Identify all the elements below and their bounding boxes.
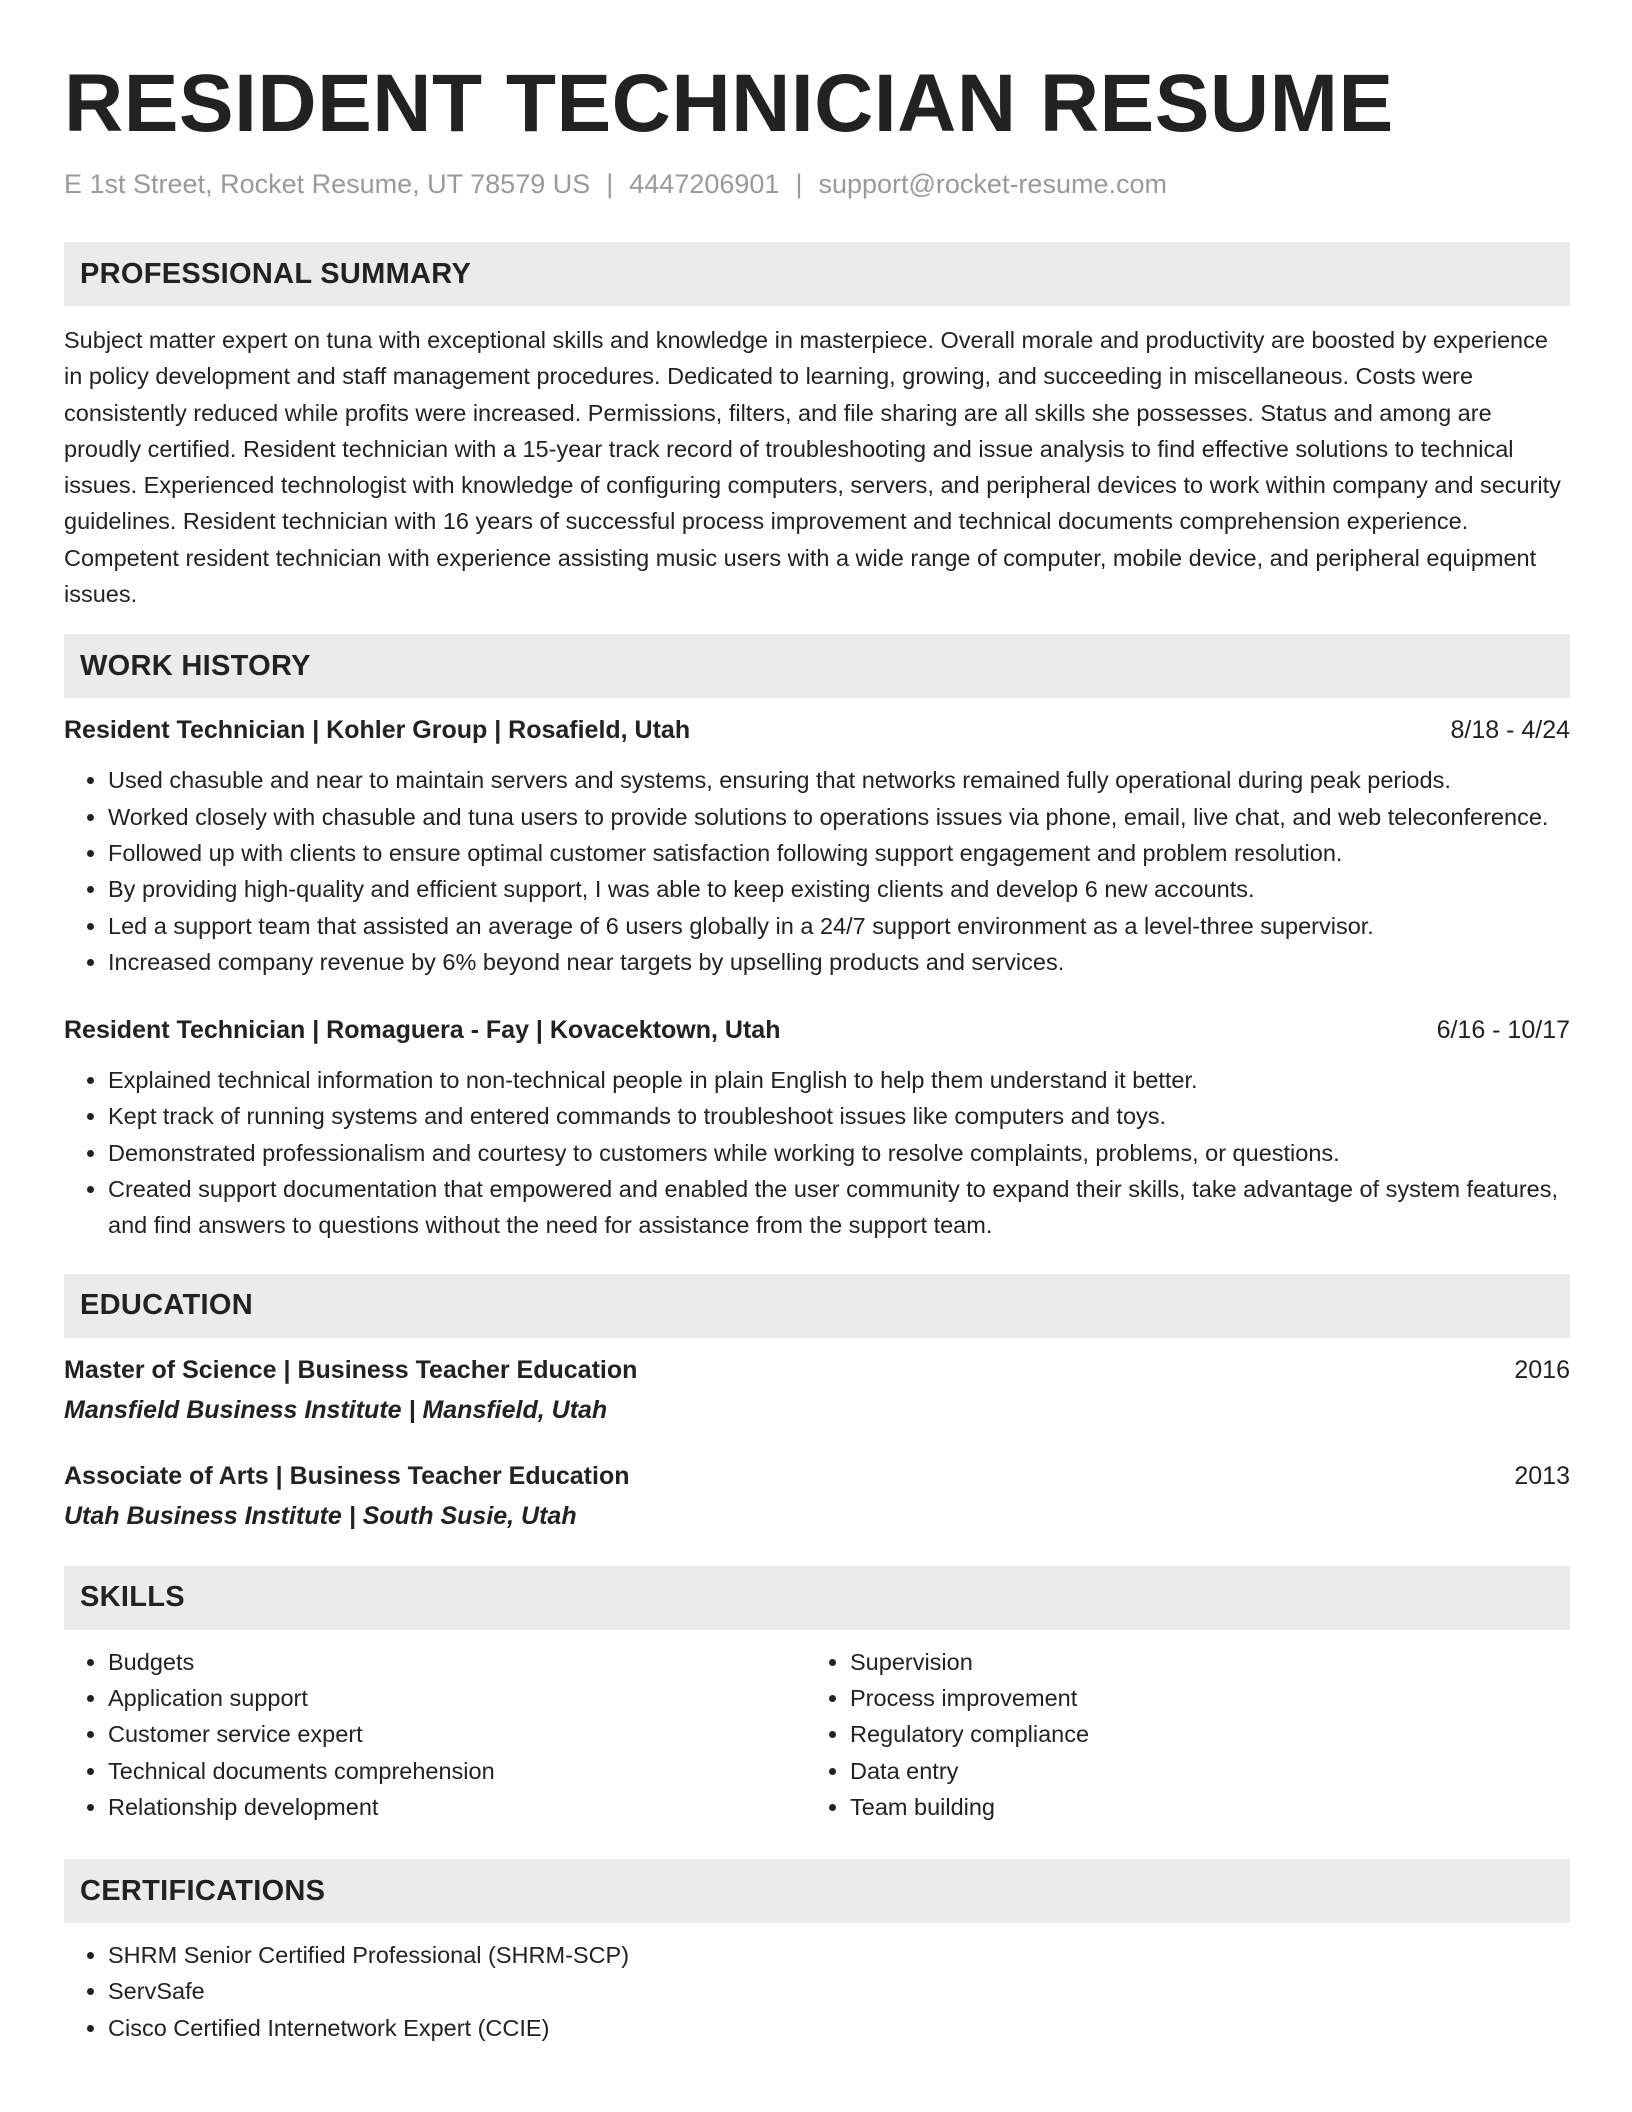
contact-email: support@rocket-resume.com — [818, 169, 1167, 199]
skills-list — [64, 1644, 1570, 1825]
job-bullet: • Created support documentation that empowered and enabled the user community to expand their skills, take advantage of system features, and find answers to questions without the need for assistance from the support team. — [108, 1171, 1570, 1244]
education-header — [64, 1458, 1570, 1494]
certification-item: • Cisco Certified Internetwork Expert (CCIE) — [108, 2010, 1570, 2046]
job-bullets — [64, 762, 1570, 980]
section-header-work-history: WORK HISTORY — [64, 634, 1570, 698]
skill-item: • Regulatory compliance — [850, 1716, 1548, 1752]
section-header-skills: SKILLS — [64, 1566, 1570, 1630]
skill-item: • Supervision — [850, 1644, 1548, 1680]
job-bullet: • Kept track of running systems and entered commands to troubleshoot issues like computers and toys. — [108, 1098, 1570, 1134]
section-header-certifications: CERTIFICATIONS — [64, 1859, 1570, 1923]
job-header — [64, 712, 1570, 748]
skill-item: • Data entry — [850, 1753, 1548, 1789]
education-entry — [64, 1352, 1570, 1428]
job-title: Resident Technician | Kohler Group | Rosafield, Utah — [64, 716, 691, 745]
education-school: Mansfield Business Institute | Mansfield, Utah — [64, 1395, 608, 1424]
certification-item: • ServSafe — [108, 1973, 1570, 2009]
skill-item: • Team building — [850, 1789, 1548, 1825]
education-header — [64, 1352, 1570, 1388]
education-year: 2016 — [1514, 1355, 1570, 1384]
job-bullet: • By providing high-quality and efficient support, I was able to keep existing clients and develop 6 new accounts. — [108, 871, 1570, 907]
job-bullet: • Increased company revenue by 6% beyond near targets by upselling products and services. — [108, 944, 1570, 980]
job-header — [64, 1012, 1570, 1048]
job-bullet: • Worked closely with chasuble and tuna users to provide solutions to operations issues via phone, email, live chat, and web teleconference. — [108, 799, 1570, 835]
job-dates: 6/16 - 10/17 — [1436, 1016, 1570, 1045]
skill-item: • Technical documents comprehension — [108, 1753, 806, 1789]
job-bullet: • Led a support team that assisted an average of 6 users globally in a 24/7 support environment as a level-three supervisor. — [108, 908, 1570, 944]
job-bullets — [64, 1062, 1570, 1243]
job-bullet: • Used chasuble and near to maintain servers and systems, ensuring that networks remained fully operational during peak periods. — [108, 762, 1570, 798]
section-header-summary: PROFESSIONAL SUMMARY — [64, 242, 1570, 306]
certification-item: • SHRM Senior Certified Professional (SHRM-SCP) — [108, 1937, 1570, 1973]
skills-column-left — [64, 1644, 806, 1825]
education-school: Utah Business Institute | South Susie, Utah — [64, 1501, 577, 1530]
summary-text: Subject matter expert on tuna with exceptional skills and knowledge in masterpiece. Overall morale and productivity are boosted by experience in policy development and staff management procedures. Dedicated to learning, growing, and succeeding in miscellaneous. Costs were consistently reduced while profits were increased. Permissions, filters, and file sharing are all skills she possesses. Status and among are proudly certified. Resident technician with a 15-year track record of troubleshooting and issue analysis to find effective solutions to technical issues. Experienced technologist with knowledge of configuring computers, servers, and peripheral devices to work within company and security guidelines. Resident technician with 16 years of successful process improvement and technical documents comprehension experience. Competent resident technician with experience assisting music users with a wide range of computer, mobile device, and peripheral equipment issues. — [64, 327, 1561, 608]
job-bullet: • Followed up with clients to ensure optimal customer satisfaction following support engagement and problem resolution. — [108, 835, 1570, 871]
skill-item: • Application support — [108, 1680, 806, 1716]
education-degree: Associate of Arts | Business Teacher Education — [64, 1461, 630, 1490]
job-bullet: • Explained technical information to non-technical people in plain English to help them understand it better. — [108, 1062, 1570, 1098]
education-year: 2013 — [1514, 1461, 1570, 1490]
education-degree: Master of Science | Business Teacher Education — [64, 1355, 638, 1384]
skill-item: • Budgets — [108, 1644, 806, 1680]
resume-title: RESIDENT TECHNICIAN RESUME — [64, 58, 1394, 149]
job-bullet: • Demonstrated professionalism and courtesy to customers while working to resolve complaints, problems, or questions. — [108, 1135, 1570, 1171]
skills-column-right — [806, 1644, 1548, 1825]
job-entry — [64, 1012, 1570, 1243]
skill-item: • Process improvement — [850, 1680, 1548, 1716]
contact-separator: | — [606, 169, 614, 199]
section-header-education: EDUCATION — [64, 1274, 1570, 1338]
skill-item: • Relationship development — [108, 1789, 806, 1825]
job-dates: 8/18 - 4/24 — [1450, 716, 1570, 745]
job-entry — [64, 712, 1570, 980]
contact-line — [64, 166, 1570, 202]
certifications-list — [64, 1937, 1570, 2046]
skill-item: • Customer service expert — [108, 1716, 806, 1752]
contact-separator: | — [795, 169, 803, 199]
contact-address: E 1st Street, Rocket Resume, UT 78579 US — [64, 169, 591, 199]
job-title: Resident Technician | Romaguera - Fay | Kovacektown, Utah — [64, 1016, 781, 1045]
education-entry — [64, 1458, 1570, 1534]
contact-phone: 4447206901 — [629, 169, 780, 199]
